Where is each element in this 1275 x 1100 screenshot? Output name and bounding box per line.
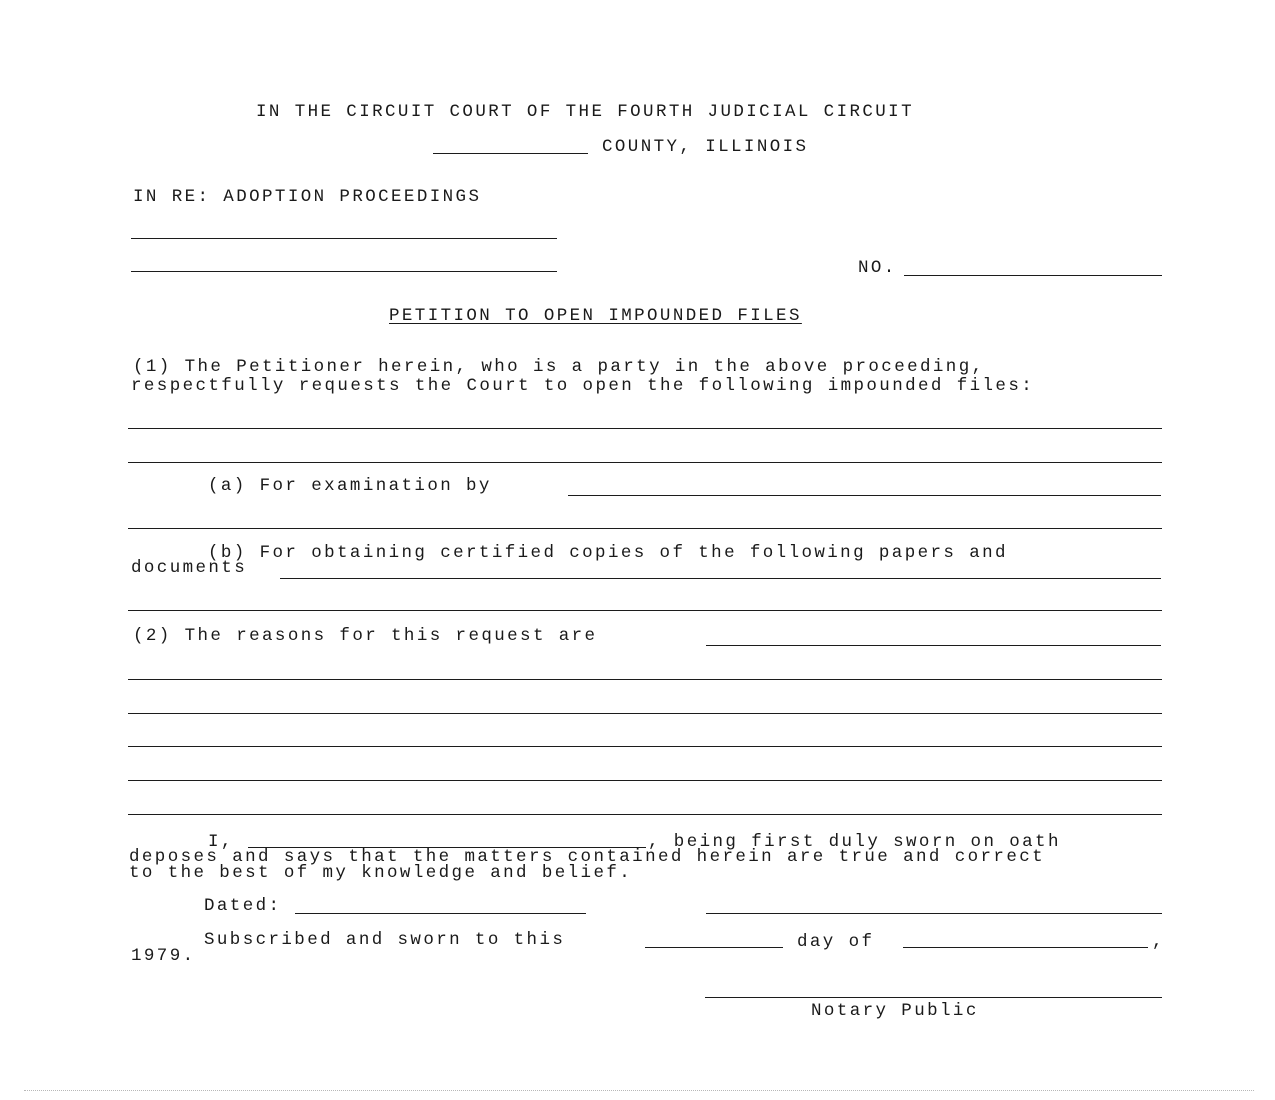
reasons-blank-6[interactable] bbox=[128, 814, 1162, 815]
year-text: 1979. bbox=[131, 946, 196, 966]
item-b-line-1: (b) For obtaining certified copies of the following papers and bbox=[208, 543, 1008, 563]
examination-by-blank[interactable] bbox=[568, 495, 1161, 496]
scan-edge-artifact bbox=[24, 1090, 1254, 1091]
month-comma: , bbox=[1152, 932, 1165, 952]
court-heading: IN THE CIRCUIT COURT OF THE FOURTH JUDICIAL CIRCUIT bbox=[256, 102, 914, 122]
oath-line-3: to the best of my knowledge and belief. bbox=[129, 863, 633, 883]
petitioner-signature-blank[interactable] bbox=[706, 913, 1162, 914]
in-re-caption: IN RE: ADOPTION PROCEEDINGS bbox=[133, 187, 482, 207]
day-of-text: day of bbox=[797, 932, 875, 952]
files-blank-1[interactable] bbox=[128, 428, 1162, 429]
files-blank-2[interactable] bbox=[128, 462, 1162, 463]
case-number-blank[interactable] bbox=[904, 275, 1162, 276]
reasons-blank-3[interactable] bbox=[128, 713, 1162, 714]
documents-blank-1[interactable] bbox=[280, 578, 1161, 579]
month-blank[interactable] bbox=[903, 947, 1148, 948]
party-name-blank-2[interactable] bbox=[131, 271, 557, 272]
reasons-blank-2[interactable] bbox=[128, 679, 1162, 680]
subscribed-text: Subscribed and sworn to this bbox=[204, 930, 566, 950]
oath-i: I, bbox=[208, 832, 234, 852]
dated-label: Dated: bbox=[204, 896, 282, 916]
notary-signature-blank[interactable] bbox=[705, 997, 1162, 998]
document-title: PETITION TO OPEN IMPOUNDED FILES bbox=[389, 306, 802, 326]
case-number-label: NO. bbox=[858, 258, 897, 278]
examination-by-blank-2[interactable] bbox=[128, 528, 1162, 529]
reasons-blank-5[interactable] bbox=[128, 780, 1162, 781]
reasons-blank-4[interactable] bbox=[128, 746, 1162, 747]
oath-line-1-end: , being first duly sworn on oath bbox=[648, 832, 1061, 852]
party-name-blank-1[interactable] bbox=[131, 238, 557, 239]
date-blank[interactable] bbox=[295, 913, 586, 914]
county-state-heading: COUNTY, ILLINOIS bbox=[602, 137, 809, 157]
oath-line-2: deposes and says that the matters contained herein are true and correct bbox=[129, 847, 1046, 867]
documents-blank-2[interactable] bbox=[128, 610, 1162, 611]
item-b-line-2: documents bbox=[131, 558, 248, 578]
paragraph-1-line-1: (1) The Petitioner herein, who is a party in the above proceeding, bbox=[133, 357, 985, 377]
item-a-label: (a) For examination by bbox=[208, 476, 492, 496]
reasons-blank-1[interactable] bbox=[706, 645, 1161, 646]
paragraph-1-line-2: respectfully requests the Court to open the following impounded files: bbox=[131, 376, 1035, 396]
notary-public-label: Notary Public bbox=[811, 1001, 979, 1021]
county-name-blank[interactable] bbox=[433, 153, 588, 154]
day-blank[interactable] bbox=[645, 947, 783, 948]
paragraph-2-label: (2) The reasons for this request are bbox=[133, 626, 598, 646]
